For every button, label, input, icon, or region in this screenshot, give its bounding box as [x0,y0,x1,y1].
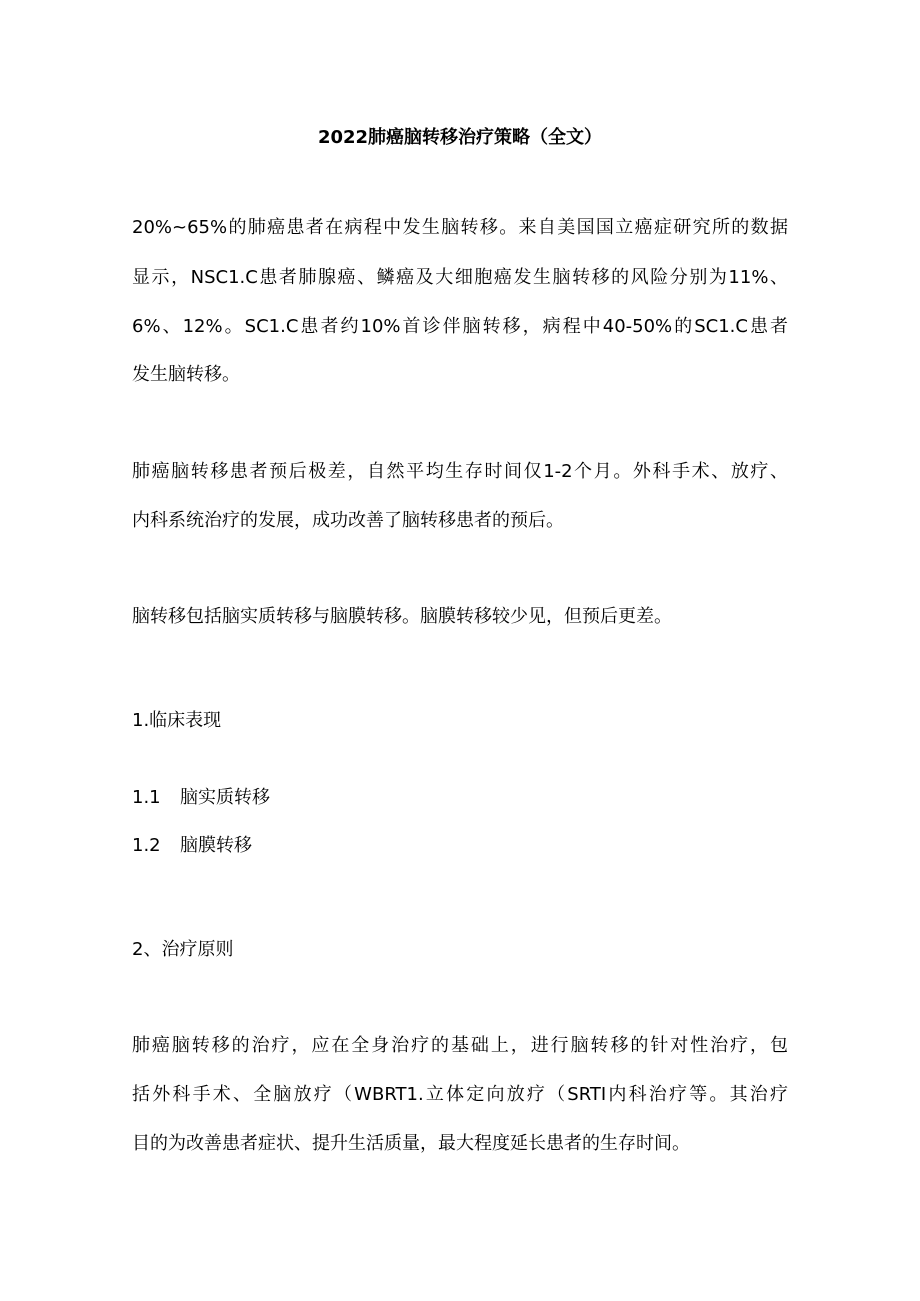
paragraph-line: 肺癌脑转移的治疗，应在全身治疗的基础上，进行脑转移的针对性治疗，包 [132,1035,788,1056]
paragraph-line: 脑转移包括脑实质转移与脑膜转移。脑膜转移较少见，但预后更差。 [132,606,672,627]
document-title: 2022肺癌脑转移治疗策略（全文） [317,127,603,148]
paragraph-line: 括外科手术、全脑放疗（WBRT1.立体定向放疗（SRTI内科治疗等。其治疗 [132,1084,788,1105]
section-heading-clinical: 1.临床表现 [132,710,222,731]
subsection-label: 脑实质转移 [180,787,270,808]
paragraph-line: 20%~65%的肺癌患者在病程中发生脑转移。来自美国国立癌症研究所的数据 [132,217,788,238]
subsection-number: 1.1 [132,787,161,808]
subsection-number: 1.2 [132,835,161,856]
subsection-item [132,832,252,860]
paragraph-line: 肺癌脑转移患者预后极差，自然平均生存时间仅1-2个月。外科手术、放疗、 [132,461,788,482]
paragraph-line: 目的为改善患者症状、提升生活质量，最大程度延长患者的生存时间。 [132,1133,690,1154]
paragraph-line: 显示，NSC1.C患者肺腺癌、鳞癌及大细胞癌发生脑转移的风险分别为11%、 [132,267,788,288]
subsection-label: 脑膜转移 [180,835,252,856]
paragraph-line: 6%、12%。SC1.C患者约10%首诊伴脑转移，病程中40-50%的SC1.C患者 [132,316,788,337]
paragraph-line: 发生脑转移。 [132,364,240,385]
section-heading-principles: 2、治疗原则 [132,939,234,960]
subsection-item [132,784,270,812]
paragraph-line: 内科系统治疗的发展，成功改善了脑转移患者的预后。 [132,510,564,531]
